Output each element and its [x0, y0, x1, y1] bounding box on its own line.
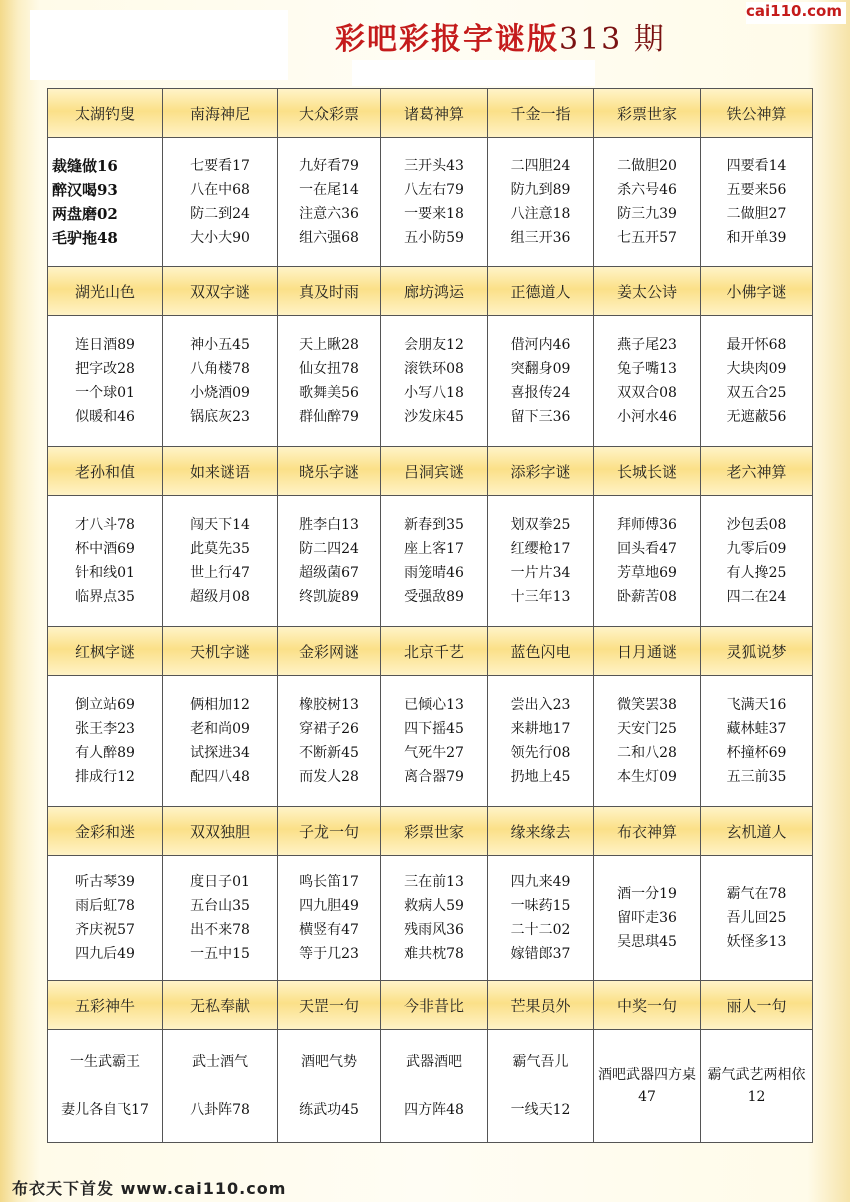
riddle-line: 双五合25	[726, 385, 787, 401]
riddle-cell	[163, 316, 278, 447]
riddle-line: 杯撞杯69	[726, 745, 787, 761]
riddle-cell	[594, 316, 701, 447]
column-header: 丽人一句	[701, 981, 813, 1030]
riddle-cell	[701, 1030, 813, 1143]
riddle-line: 试探进34	[190, 745, 250, 761]
content-row	[48, 676, 813, 807]
riddle-line: 出不来78	[190, 922, 250, 938]
riddle-line: 九零后09	[726, 541, 787, 557]
riddle-cell	[48, 316, 163, 447]
riddle-line: 红缨枪17	[510, 541, 571, 557]
riddle-line: 针和线01	[75, 565, 135, 581]
riddle-line: 大小大90	[190, 230, 250, 246]
riddle-line: 霸气在78	[726, 886, 787, 902]
column-header: 缘来缘去	[488, 807, 594, 856]
riddle-line: 妖怪多13	[726, 934, 787, 950]
header-row	[48, 981, 813, 1030]
column-header: 布衣神算	[594, 807, 701, 856]
riddle-line: 超级菌67	[299, 565, 359, 581]
column-header: 今非昔比	[381, 981, 488, 1030]
riddle-line: 老和尚09	[190, 721, 250, 737]
riddle-line: 防二四24	[299, 541, 359, 557]
column-header: 湖光山色	[48, 267, 163, 316]
riddle-line: 此莫先35	[190, 541, 250, 557]
header-row	[48, 89, 813, 138]
riddle-line: 三开头43	[404, 158, 464, 174]
riddle-line: 似暖和46	[75, 409, 135, 425]
riddle-line: 借河内46	[510, 337, 571, 353]
riddle-line: 听古琴39	[75, 874, 135, 890]
riddle-line: 一线天12	[510, 1102, 571, 1118]
riddle-line: 而发人28	[299, 769, 359, 785]
column-header: 双双字谜	[163, 267, 278, 316]
column-header: 北京千艺	[381, 627, 488, 676]
riddle-line: 喜报传24	[510, 385, 571, 401]
column-header: 南海神尼	[163, 89, 278, 138]
riddle-cell	[488, 316, 594, 447]
column-header: 子龙一句	[278, 807, 381, 856]
riddle-line: 群仙醉79	[299, 409, 359, 425]
site-watermark: cai110.com	[746, 2, 846, 24]
riddle-line: 突翻身09	[510, 361, 571, 377]
riddle-cell	[163, 676, 278, 807]
riddle-line: 妻儿各自飞17	[61, 1102, 149, 1118]
column-header: 添彩字谜	[488, 447, 594, 496]
riddle-line: 雨笼晴46	[404, 565, 464, 581]
riddle-line: 座上客17	[404, 541, 464, 557]
riddle-line: 八卦阵78	[190, 1102, 250, 1118]
riddle-cell	[594, 676, 701, 807]
riddle-line: 尝出入23	[510, 697, 571, 713]
column-header: 玄机道人	[701, 807, 813, 856]
riddle-line: 才八斗78	[75, 517, 135, 533]
column-header: 中奖一句	[594, 981, 701, 1030]
riddle-line: 残雨风36	[404, 922, 464, 938]
riddle-line: 练武功45	[299, 1102, 359, 1118]
riddle-line: 难共枕78	[404, 946, 464, 962]
riddle-line: 四九后49	[75, 946, 135, 962]
riddle-cell	[488, 138, 594, 267]
riddle-line: 二做胆20	[617, 158, 677, 174]
riddle-line: 二做胆27	[726, 206, 787, 222]
riddle-line: 两盘磨02	[52, 205, 118, 223]
column-header: 正德道人	[488, 267, 594, 316]
column-header: 真及时雨	[278, 267, 381, 316]
riddle-line: 小写八18	[404, 385, 464, 401]
riddle-line: 酒吧气势	[301, 1054, 357, 1070]
riddle-line: 四九胆49	[299, 898, 359, 914]
column-header: 金彩和迷	[48, 807, 163, 856]
riddle-line: 防九到89	[510, 182, 571, 198]
riddle-line: 一片片34	[510, 565, 571, 581]
riddle-line: 俩相加12	[190, 697, 250, 713]
riddle-table	[47, 88, 813, 1143]
riddle-line: 芳草地69	[617, 565, 677, 581]
riddle-line: 等于几23	[299, 946, 359, 962]
riddle-cell	[48, 138, 163, 267]
riddle-cell	[381, 1030, 488, 1143]
riddle-line: 和开单39	[726, 230, 787, 246]
riddle-line: 四九来49	[510, 874, 571, 890]
riddle-line: 连日酒89	[75, 337, 135, 353]
riddle-cell	[701, 856, 813, 981]
column-header: 芒果员外	[488, 981, 594, 1030]
content-row	[48, 496, 813, 627]
column-header: 灵狐说梦	[701, 627, 813, 676]
riddle-line: 八在中68	[190, 182, 250, 198]
riddle-line: 终凯旋89	[299, 589, 359, 605]
riddle-cell	[48, 856, 163, 981]
riddle-line: 世上行47	[190, 565, 250, 581]
column-header: 小佛字谜	[701, 267, 813, 316]
riddle-line: 武士酒气	[192, 1054, 248, 1070]
column-header: 红枫字谜	[48, 627, 163, 676]
riddle-line: 防二到24	[190, 206, 250, 222]
column-header: 彩票世家	[381, 807, 488, 856]
riddle-cell	[381, 856, 488, 981]
riddle-line: 二十二02	[510, 922, 571, 938]
riddle-line: 齐庆祝57	[75, 922, 135, 938]
riddle-cell	[701, 138, 813, 267]
riddle-cell	[278, 496, 381, 627]
riddle-line: 留吓走36	[617, 910, 677, 926]
riddle-line: 五台山35	[190, 898, 250, 914]
riddle-cell	[381, 496, 488, 627]
riddle-line: 杯中酒69	[75, 541, 135, 557]
riddle-line: 八注意18	[510, 206, 571, 222]
riddle-line: 四方阵48	[404, 1102, 464, 1118]
riddle-line: 本生灯09	[617, 769, 677, 785]
riddle-cell	[701, 496, 813, 627]
footer-text: 布衣天下首发 www.cai110.com	[12, 1179, 287, 1198]
riddle-line: 扔地上45	[510, 769, 571, 785]
riddle-cell	[701, 316, 813, 447]
column-header: 姜太公诗	[594, 267, 701, 316]
riddle-cell	[278, 316, 381, 447]
riddle-cell	[163, 856, 278, 981]
riddle-line: 兔子嘴13	[617, 361, 677, 377]
riddle-line: 毛驴拖48	[52, 229, 118, 247]
riddle-line: 离合器79	[404, 769, 464, 785]
riddle-cell	[48, 676, 163, 807]
riddle-cell	[594, 496, 701, 627]
riddle-line: 杀六号46	[617, 182, 677, 198]
column-header: 千金一指	[488, 89, 594, 138]
riddle-line: 七要看17	[190, 158, 250, 174]
riddle-line: 一在尾14	[299, 182, 359, 198]
content-row	[48, 138, 813, 267]
riddle-line: 雨后虹78	[75, 898, 135, 914]
riddle-cell	[48, 1030, 163, 1143]
content-row	[48, 856, 813, 981]
riddle-cell	[594, 856, 701, 981]
column-header: 无私奉献	[163, 981, 278, 1030]
riddle-line: 组六强68	[299, 230, 359, 246]
riddle-cell	[488, 856, 594, 981]
riddle-cell	[701, 676, 813, 807]
riddle-line: 吾儿回25	[726, 910, 787, 926]
riddle-line: 倒立站69	[75, 697, 135, 713]
column-header: 日月通谜	[594, 627, 701, 676]
column-header: 老六神算	[701, 447, 813, 496]
riddle-line: 酒一分19	[617, 886, 677, 902]
riddle-line: 八角楼78	[190, 361, 250, 377]
blank-area-left	[30, 10, 288, 80]
riddle-line: 武器酒吧	[406, 1054, 462, 1070]
column-header: 双双独胆	[163, 807, 278, 856]
riddle-line: 回头看47	[617, 541, 677, 557]
column-header: 五彩神牛	[48, 981, 163, 1030]
riddle-line: 受强敌89	[404, 589, 464, 605]
riddle-line: 飞满天16	[726, 697, 787, 713]
riddle-line: 度日子01	[190, 874, 250, 890]
riddle-line: 卧薪苦08	[617, 589, 677, 605]
column-header: 晓乐字谜	[278, 447, 381, 496]
riddle-cell	[488, 1030, 594, 1143]
column-header: 彩票世家	[594, 89, 701, 138]
riddle-cell	[163, 1030, 278, 1143]
riddle-line: 张王李23	[75, 721, 135, 737]
riddle-line: 五三前35	[726, 769, 787, 785]
column-header: 太湖钓叟	[48, 89, 163, 138]
riddle-line: 二四胆24	[510, 158, 571, 174]
riddle-line: 横竖有47	[299, 922, 359, 938]
riddle-line: 一个球01	[75, 385, 135, 401]
riddle-line: 有人醉89	[75, 745, 135, 761]
column-header: 天罡一句	[278, 981, 381, 1030]
riddle-line: 滚铁环08	[404, 361, 464, 377]
riddle-line: 小河水46	[617, 409, 677, 425]
riddle-line: 大块肉09	[726, 361, 787, 377]
riddle-line: 闯天下14	[190, 517, 250, 533]
riddle-line: 一五中15	[190, 946, 250, 962]
riddle-line: 藏林蛙37	[726, 721, 787, 737]
riddle-cell	[278, 676, 381, 807]
blank-area-center	[352, 60, 595, 86]
riddle-line: 领先行08	[510, 745, 571, 761]
riddle-line: 已倾心13	[404, 697, 464, 713]
riddle-line: 七五开57	[617, 230, 677, 246]
riddle-cell	[488, 496, 594, 627]
column-header: 蓝色闪电	[488, 627, 594, 676]
riddle-line: 一味药15	[510, 898, 571, 914]
column-header: 吕洞宾谜	[381, 447, 488, 496]
column-header: 老孙和值	[48, 447, 163, 496]
riddle-line: 燕子尾23	[617, 337, 677, 353]
page-title	[335, 14, 715, 58]
column-header: 大众彩票	[278, 89, 381, 138]
riddle-line: 沙包丢08	[726, 517, 787, 533]
riddle-line: 胜李白13	[299, 517, 359, 533]
riddle-line: 双双合08	[617, 385, 677, 401]
riddle-line: 歌舞美56	[299, 385, 359, 401]
riddle-line: 霸气吾儿	[512, 1054, 569, 1070]
content-row	[48, 316, 813, 447]
riddle-cell	[594, 138, 701, 267]
riddle-line: 不断新45	[299, 745, 359, 761]
riddle-line: 气死牛27	[404, 745, 464, 761]
riddle-line: 吴思琪45	[617, 934, 677, 950]
riddle-line: 小烧酒09	[190, 385, 250, 401]
riddle-line: 裁缝做16	[52, 157, 118, 175]
header-row	[48, 807, 813, 856]
riddle-line: 沙发床45	[404, 409, 464, 425]
riddle-line: 会朋友12	[404, 337, 464, 353]
riddle-line: 二和八28	[617, 745, 677, 761]
riddle-line: 醉汉喝93	[52, 181, 118, 199]
riddle-cell	[488, 676, 594, 807]
riddle-line: 有人搀25	[726, 565, 787, 581]
riddle-cell	[48, 496, 163, 627]
riddle-cell	[163, 138, 278, 267]
header-row	[48, 627, 813, 676]
column-header: 铁公神算	[701, 89, 813, 138]
riddle-line: 仙女扭78	[299, 361, 359, 377]
riddle-line: 组三开36	[510, 230, 571, 246]
riddle-line: 四下摇45	[404, 721, 464, 737]
riddle-line: 四要看14	[726, 158, 787, 174]
riddle-cell	[278, 856, 381, 981]
riddle-line: 超级月08	[190, 589, 250, 605]
column-header: 长城长谜	[594, 447, 701, 496]
riddle-cell	[381, 676, 488, 807]
content-row	[48, 1030, 813, 1143]
riddle-line: 四二在24	[726, 589, 787, 605]
column-header: 天机字谜	[163, 627, 278, 676]
riddle-cell	[381, 316, 488, 447]
riddle-line: 微笑罢38	[617, 697, 677, 713]
riddle-cell	[381, 138, 488, 267]
issue-number: 313 期	[559, 22, 666, 57]
riddle-line: 酒吧武器四方桌47	[598, 1067, 696, 1105]
riddle-line: 嫁错郎37	[510, 946, 571, 962]
riddle-line: 十三年13	[510, 589, 571, 605]
header-row	[48, 267, 813, 316]
riddle-line: 无遮蔽56	[726, 409, 787, 425]
riddle-cell	[278, 1030, 381, 1143]
riddle-line: 三在前13	[404, 874, 464, 890]
riddle-line: 排成行12	[75, 769, 135, 785]
riddle-cell	[278, 138, 381, 267]
riddle-line: 把字改28	[75, 361, 135, 377]
riddle-line: 霸气武艺两相依12	[707, 1067, 806, 1105]
riddle-line: 八左右79	[404, 182, 464, 198]
riddle-line: 最开怀68	[726, 337, 787, 353]
riddle-line: 配四八48	[190, 769, 250, 785]
riddle-line: 注意六36	[299, 206, 359, 222]
riddle-line: 天安门25	[617, 721, 677, 737]
riddle-line: 新春到35	[404, 517, 464, 533]
riddle-line: 拜师傅36	[617, 517, 677, 533]
riddle-cell	[594, 1030, 701, 1143]
riddle-line: 五要来56	[726, 182, 787, 198]
riddle-line: 一生武霸王	[70, 1054, 140, 1070]
riddle-line: 留下三36	[510, 409, 571, 425]
riddle-line: 救病人59	[404, 898, 464, 914]
riddle-line: 九好看79	[299, 158, 359, 174]
riddle-line: 锅底灰23	[190, 409, 250, 425]
column-header: 廊坊鸿运	[381, 267, 488, 316]
riddle-line: 一要来18	[404, 206, 464, 222]
riddle-line: 来耕地17	[510, 721, 571, 737]
riddle-line: 防三九39	[617, 206, 677, 222]
riddle-line: 天上瞅28	[299, 337, 359, 353]
riddle-line: 神小五45	[190, 337, 250, 353]
title-text: 彩吧彩报字谜版	[335, 22, 559, 57]
column-header: 如来谜语	[163, 447, 278, 496]
column-header: 金彩网谜	[278, 627, 381, 676]
column-header: 诸葛神算	[381, 89, 488, 138]
header-row	[48, 447, 813, 496]
riddle-line: 鸣长笛17	[299, 874, 359, 890]
riddle-line: 穿裙子26	[299, 721, 359, 737]
riddle-line: 橡胶树13	[299, 697, 359, 713]
riddle-cell	[163, 496, 278, 627]
riddle-line: 五小防59	[404, 230, 464, 246]
riddle-line: 划双拳25	[510, 517, 571, 533]
riddle-line: 临界点35	[75, 589, 135, 605]
